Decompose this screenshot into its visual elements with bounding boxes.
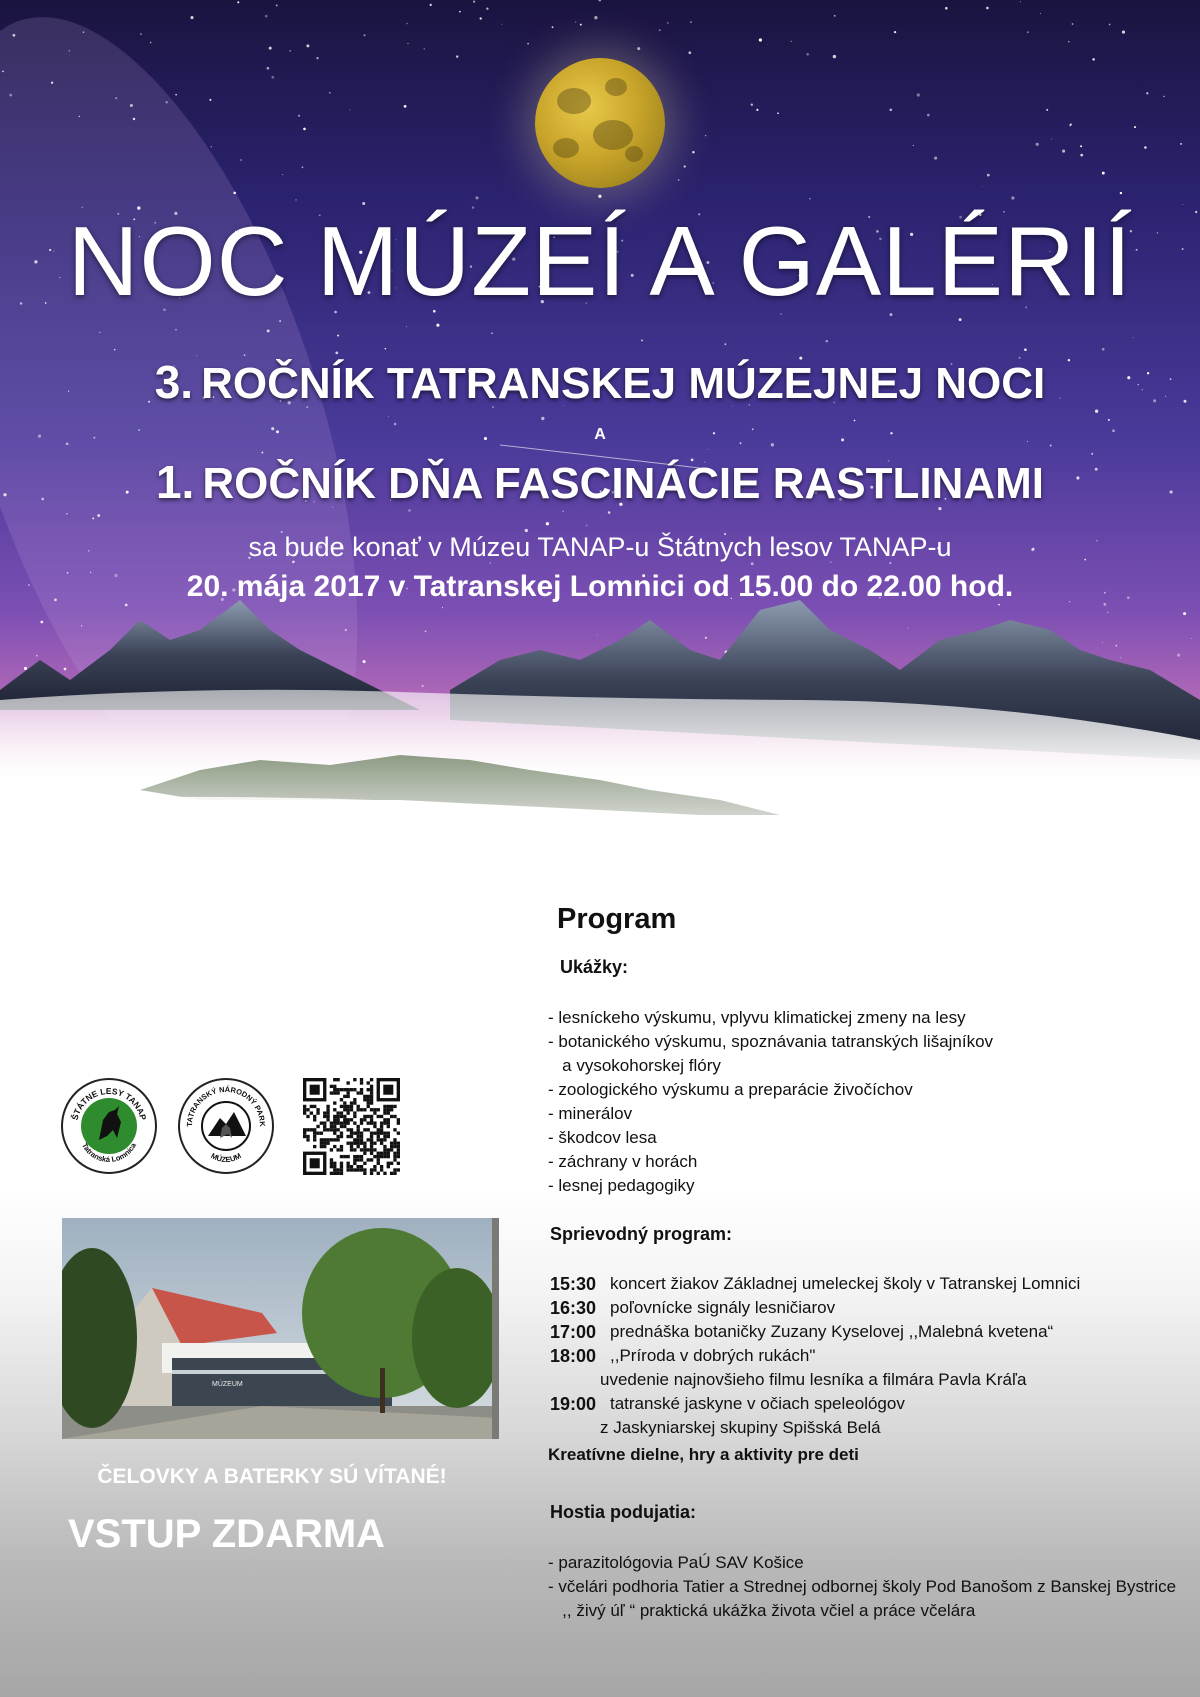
venue-line: sa bude konať v Múzeu TANAP-u Štátnych lesov TANAP-u bbox=[248, 532, 952, 562]
list-item: - minerálov bbox=[548, 1104, 633, 1123]
line2-number: 1. bbox=[155, 456, 195, 508]
schedule-time: 19:00 bbox=[550, 1394, 597, 1414]
list-item: - lesníckeho výskumu, vplyvu klimatickej zmeny na lesy bbox=[548, 1008, 966, 1027]
statne-lesy-logo bbox=[61, 1078, 157, 1174]
qr-code[interactable] bbox=[303, 1078, 400, 1175]
schedule-time: 15:30 bbox=[550, 1274, 597, 1294]
ukazky-list bbox=[548, 1006, 993, 1198]
schedule-continuation: uvedenie najnovšieho filmu lesníka a filmára Pavla Kráľa bbox=[600, 1370, 1027, 1389]
schedule bbox=[550, 1272, 1080, 1440]
schedule-text: tatranské jaskyne v očiach speleológov bbox=[610, 1394, 905, 1413]
free-entry: VSTUP ZDARMA bbox=[68, 1512, 386, 1556]
list-item: - včelári podhoria Tatier a Strednej odbornej školy Pod Banošom z Banskej Bystrice bbox=[548, 1577, 1177, 1596]
list-item: - lesnej pedagogiky bbox=[548, 1176, 695, 1195]
schedule-text: prednáška botaničky Zuzany Kyselovej ,,Malebná kvetena“ bbox=[610, 1322, 1054, 1341]
subtitle-line-1 bbox=[0, 356, 1200, 410]
connector-and: A bbox=[594, 426, 606, 443]
sprievodny-title: Sprievodný program: bbox=[550, 1224, 733, 1244]
ukazky-title: Ukážky: bbox=[560, 957, 629, 977]
schedule-row bbox=[550, 1392, 1080, 1416]
welcome-note: ČELOVKY A BATERKY SÚ VÍTANÉ! bbox=[97, 1465, 447, 1488]
list-item: ,, živý úľ “ praktická ukážka života včiel a práce včelára bbox=[548, 1601, 976, 1620]
schedule-time: 17:00 bbox=[550, 1322, 597, 1342]
building-sign: MÚZEUM bbox=[212, 1381, 243, 1388]
list-item: - škodcov lesa bbox=[548, 1128, 657, 1147]
main-title: NOC MÚZEÍ A GALÉRIÍ bbox=[67, 206, 1133, 316]
schedule-row bbox=[550, 1272, 1080, 1296]
logo2-bottom-text: MÚZEUM bbox=[209, 1151, 243, 1165]
subtitle-line-2 bbox=[0, 456, 1200, 510]
date-line: 20. mája 2017 v Tatranskej Lomnici od 15.00 do 22.00 hod. bbox=[186, 570, 1014, 603]
mountain-range bbox=[0, 600, 1200, 940]
schedule-time: 16:30 bbox=[550, 1298, 597, 1318]
list-item: - záchrany v horách bbox=[548, 1152, 698, 1171]
list-item: - parazitológovia PaÚ SAV Košice bbox=[548, 1553, 804, 1572]
svg-text:TATRANSKÝ NÁRODNÝ PARK bbox=[185, 1085, 267, 1128]
list-item: a vysokohorskej flóry bbox=[548, 1056, 721, 1075]
schedule-time: 18:00 bbox=[550, 1346, 597, 1366]
logo1-bottom-text: Tatranská Lomnica bbox=[80, 1141, 138, 1165]
kreativne-dielne: Kreatívne dielne, hry a aktivity pre deti bbox=[548, 1445, 859, 1464]
moon bbox=[535, 58, 665, 188]
logo2-top-text: TATRANSKÝ NÁRODNÝ PARK bbox=[184, 1084, 268, 1127]
tanap-muzeum-logo bbox=[178, 1078, 274, 1174]
schedule-text: ,,Príroda v dobrých rukách" bbox=[610, 1346, 816, 1365]
line1-text: ROČNÍK TATRANSKEJ MÚZEJNEJ NOCI bbox=[201, 359, 1046, 408]
schedule-row bbox=[550, 1296, 1080, 1320]
schedule-continuation: z Jaskyniarskej skupiny Spišská Belá bbox=[600, 1418, 881, 1437]
schedule-text: poľovnícke signály lesničiarov bbox=[610, 1298, 836, 1317]
logo1-top-text: ŠTÁTNE LESY TANAP bbox=[69, 1085, 149, 1122]
schedule-text: koncert žiakov Základnej umeleckej školy v Tatranskej Lomnici bbox=[610, 1274, 1081, 1293]
program-title: Program bbox=[557, 903, 677, 935]
list-item: - zoologického výskumu a preparácie živočíchov bbox=[548, 1080, 913, 1099]
museum-photo bbox=[62, 1218, 499, 1439]
hostia-list bbox=[548, 1551, 1176, 1623]
line2-text: ROČNÍK DŇA FASCINÁCIE RASTLINAMI bbox=[202, 459, 1045, 508]
schedule-row bbox=[550, 1344, 1080, 1368]
schedule-row bbox=[550, 1320, 1080, 1344]
svg-text:MÚZEUM bbox=[209, 1151, 242, 1164]
list-item: - botanického výskumu, spoznávania tatranských lišajníkov bbox=[548, 1032, 994, 1051]
hostia-title: Hostia podujatia: bbox=[550, 1502, 697, 1522]
line1-number: 3. bbox=[154, 356, 194, 408]
